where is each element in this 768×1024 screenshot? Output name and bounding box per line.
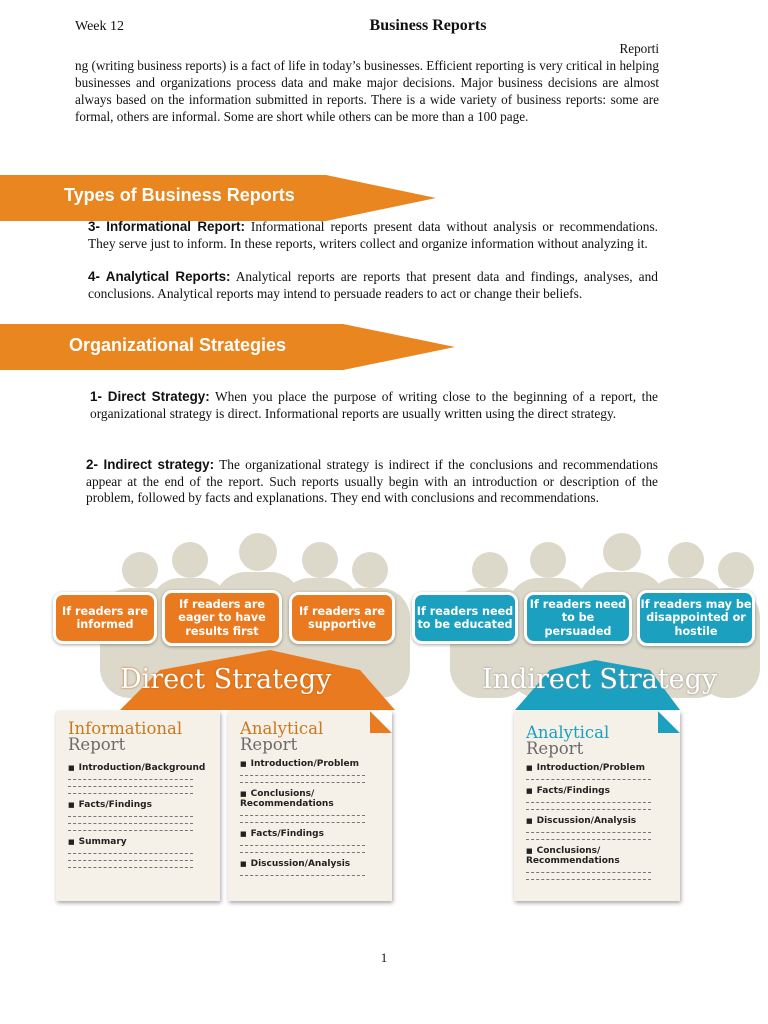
- page-number: 1: [380, 950, 388, 965]
- list-item-analytical-reports: [88, 269, 658, 302]
- list-item: ■ Discussion/Analysis: [526, 816, 651, 840]
- item-text: The organizational strategy is indirect if the conclusions and recommendations appear at the end of the report. Such reports usually begin with an introduction or description of the problem, followed by facts and explanations. They end with conclusions and recommendations.: [86, 457, 658, 505]
- card-title-line2: Report: [526, 739, 584, 758]
- card-title-line1: Analytical: [526, 723, 610, 742]
- analytical-report-card-indirect: [514, 711, 680, 901]
- page-fold-icon: [370, 711, 392, 733]
- card-section-list: [240, 759, 365, 882]
- item-text: Analytical reports are reports that present data and findings, analyses, and conclusions. Analytical reports may intend to persuade readers to act or change their beliefs.: [88, 269, 658, 301]
- page-fold-icon: [658, 711, 680, 733]
- section-heading-strategies: Organizational Strategies: [69, 335, 287, 355]
- intro-text: ng (writing business reports) is a fact of life in today’s businesses. Efficient reporting is very critical in helping businesses and organizations process data and make major decisions. Major business decisions are almost always based on the information submitted in reports. There is a wide variety of business reports: some are formal, others are informal. Some are short while others can be more than a 100 page.: [75, 58, 659, 124]
- section-heading-types: Types of Business Reports: [64, 185, 295, 205]
- list-item: ■ Summary: [68, 837, 205, 868]
- analytical-report-card-direct: [228, 711, 392, 901]
- intro-first-word: Reporti: [619, 41, 659, 56]
- list-item: ■ Facts/Findings: [526, 786, 651, 810]
- direct-strategy-title: Direct Strategy: [120, 664, 332, 695]
- bubble-readers-persuaded: If readers need to be persuaded: [524, 592, 632, 644]
- list-item: ■ Conclusions/ Recommendations: [240, 789, 365, 823]
- card-title-line1: Analytical: [240, 719, 324, 738]
- item-label: 3- Informational Report:: [88, 219, 245, 234]
- item-label: 2- Indirect strategy:: [86, 457, 215, 472]
- bubble-readers-hostile: If readers may be disappointed or hostile: [637, 590, 755, 646]
- section-banner-strategies: [0, 324, 460, 370]
- section-banner-types: [0, 175, 440, 221]
- strategy-infographic: [50, 530, 760, 910]
- list-item: ■ Introduction/Problem: [240, 759, 365, 783]
- informational-report-card: [56, 711, 220, 901]
- page-title: Business Reports: [369, 17, 487, 34]
- indirect-strategy-title: Indirect Strategy: [482, 664, 718, 695]
- item-label: 4- Analytical Reports:: [88, 269, 231, 284]
- list-item: ■ Discussion/Analysis: [240, 859, 365, 876]
- intro-paragraph: [75, 40, 659, 125]
- bubble-readers-supportive: If readers are supportive: [289, 592, 395, 644]
- card-title-line2: Report: [68, 735, 126, 754]
- item-text: Informational reports present data without analysis or recommendations. They serve just to inform. In these reports, writers collect and organize information without analyzing it.: [88, 219, 659, 251]
- bubble-readers-eager: If readers are eager to have results first: [162, 590, 282, 646]
- list-item-informational-report: [88, 219, 658, 252]
- list-item: ■ Conclusions/ Recommendations: [526, 846, 651, 880]
- bubble-readers-educated: If readers need to be educated: [412, 592, 518, 644]
- list-item: ■ Introduction/Background: [68, 763, 205, 794]
- bubble-readers-informed: If readers are informed: [53, 592, 157, 644]
- list-item: ■ Facts/Findings: [240, 829, 365, 853]
- item-text: When you place the purpose of writing close to the beginning of a report, the organizational strategy is direct. Informational reports are usually written using the direct strategy.: [90, 389, 658, 421]
- list-item-indirect-strategy: [86, 457, 658, 507]
- card-title-line2: Report: [240, 735, 298, 754]
- card-title: [526, 725, 609, 757]
- week-label: Week 12: [75, 19, 125, 34]
- list-item: ■ Introduction/Problem: [526, 763, 651, 780]
- card-title: [68, 721, 182, 753]
- card-title: [240, 721, 323, 753]
- item-label: 1- Direct Strategy:: [90, 389, 210, 404]
- list-item-direct-strategy: [90, 389, 658, 422]
- card-section-list: [68, 763, 205, 874]
- list-item: ■ Facts/Findings: [68, 800, 205, 831]
- card-section-list: [526, 763, 651, 886]
- card-title-line1: Informational: [68, 719, 183, 738]
